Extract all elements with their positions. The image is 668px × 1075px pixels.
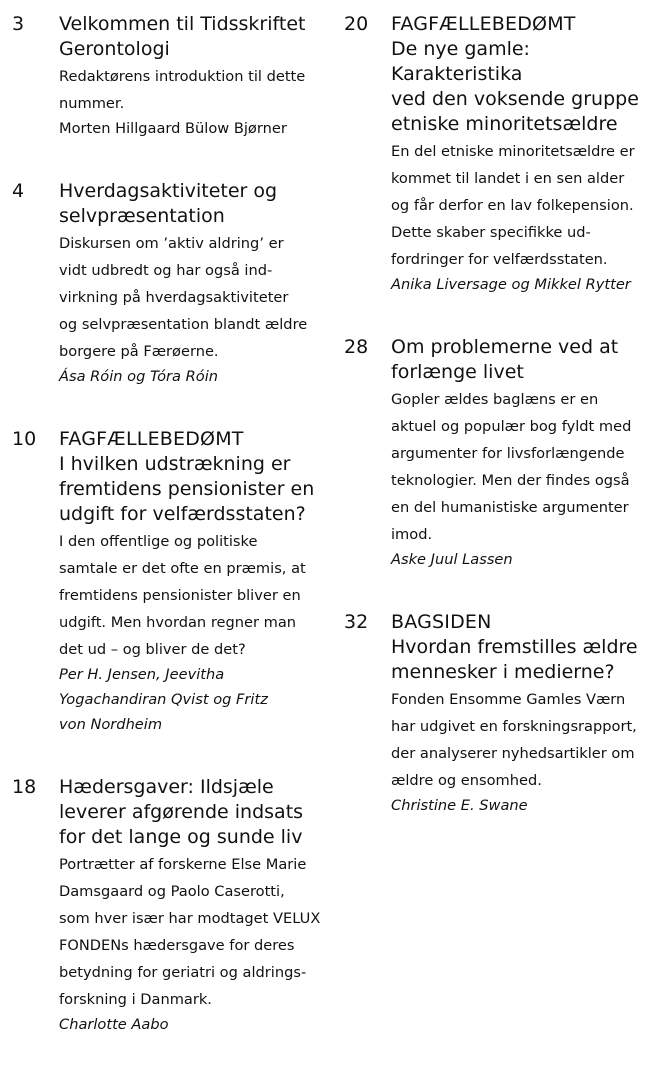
section-label: BAGSIDEN [391, 611, 492, 633]
title-line: Hvordan fremstilles ældre [391, 636, 638, 658]
page-number: 32 [344, 611, 369, 633]
description-line: forskning i Danmark. [59, 991, 212, 1008]
article-author [391, 547, 662, 572]
toc-column-right [344, 12, 662, 856]
title-line: leverer afgørende indsats [59, 801, 304, 823]
description-line: fordringer for velfærdsstaten. [391, 251, 608, 268]
description-line: kommet til landet i en sen alder [391, 170, 625, 187]
page-number: 18 [12, 776, 37, 798]
article-description [59, 852, 330, 1012]
title-line: Hverdagsaktiviteter og [59, 180, 278, 202]
description-line: samtale er det ofte en præmis, at [59, 560, 306, 577]
toc-entry [12, 12, 330, 141]
article-title [391, 335, 662, 385]
title-line: I hvilken udstrækning er [59, 453, 291, 475]
description-line: som hver især har modtaget VELUX [59, 910, 321, 927]
page-number: 3 [12, 13, 25, 35]
description-line: og selvpræsentation blandt ældre [59, 316, 308, 333]
description-line: udgift. Men hvordan regner man [59, 614, 297, 631]
description-line: Diskursen om ’aktiv aldring’ er [59, 235, 284, 252]
description-line: imod. [391, 526, 433, 543]
description-line: Fonden Ensomme Gamles Værn [391, 691, 626, 708]
description-line: FONDENs hædersgave for deres [59, 937, 295, 954]
page-number: 4 [12, 180, 25, 202]
description-line: nummer. [59, 95, 125, 112]
article-description [391, 687, 662, 793]
description-line: og får derfor en lav folkepension. [391, 197, 634, 214]
article-author [59, 1012, 330, 1037]
article-title [59, 12, 330, 62]
description-line: En del etniske minoritetsældre er [391, 143, 635, 160]
title-line: De nye gamle: Karakteristika [391, 38, 530, 85]
article-author [59, 116, 330, 141]
toc-column-left [12, 12, 330, 1075]
title-line: Om problemerne ved at [391, 336, 619, 358]
page-number: 28 [344, 336, 369, 358]
description-line: Dette skaber specifikke ud- [391, 224, 591, 241]
description-line: Damsgaard og Paolo Caserotti, [59, 883, 285, 900]
article-title [59, 452, 330, 527]
toc-entry [12, 775, 330, 1037]
title-line: fremtidens pensionister en [59, 478, 315, 500]
description-line: fremtidens pensionister bliver en [59, 587, 301, 604]
author-line: Ása Róin og Tóra Róin [59, 368, 219, 385]
author-line: Yogachandiran Qvist og Fritz [59, 691, 268, 708]
description-line: betydning for geriatri og aldrings- [59, 964, 307, 981]
description-line: der analyserer nyhedsartikler om [391, 745, 635, 762]
description-line: en del humanistiske argumenter [391, 499, 629, 516]
description-line: det ud – og bliver de det? [59, 641, 246, 658]
article-title [391, 37, 662, 137]
description-line: teknologier. Men der findes også [391, 472, 630, 489]
article-title [59, 179, 330, 229]
author-line: Anika Liversage og Mikkel Rytter [391, 276, 631, 293]
description-line: ældre og ensomhed. [391, 772, 542, 789]
author-line: Per H. Jensen, Jeevitha [59, 666, 225, 683]
title-line: mennesker i medierne? [391, 661, 615, 683]
article-description [59, 64, 330, 116]
description-line: borgere på Færøerne. [59, 343, 219, 360]
article-description [59, 231, 330, 364]
author-line: von Nordheim [59, 716, 163, 733]
article-author [391, 793, 662, 818]
author-line: Charlotte Aabo [59, 1016, 169, 1033]
description-line: har udgivet en forskningsrapport, [391, 718, 637, 735]
description-line: argumenter for livsforlængende [391, 445, 625, 462]
article-description [59, 529, 330, 662]
article-author [391, 272, 662, 297]
toc-entry [12, 427, 330, 737]
toc-entry [344, 12, 662, 297]
title-line: Gerontologi [59, 38, 170, 60]
title-line: Velkommen til Tidsskriftet [59, 13, 306, 35]
author-line: Morten Hillgaard Bülow Bjørner [59, 120, 287, 137]
toc-entry [344, 610, 662, 818]
description-line: I den offentlige og politiske [59, 533, 258, 550]
author-line: Aske Juul Lassen [391, 551, 513, 568]
title-line: etniske minoritetsældre [391, 113, 618, 135]
description-line: virkning på hverdagsaktiviteter [59, 289, 289, 306]
page-number: 10 [12, 428, 37, 450]
article-title [59, 775, 330, 850]
description-line: aktuel og populær bog fyldt med [391, 418, 632, 435]
article-author [59, 662, 330, 737]
title-line: ved den voksende gruppe [391, 88, 639, 110]
description-line: Redaktørens introduktion til dette [59, 68, 306, 85]
title-line: for det lange og sunde liv [59, 826, 303, 848]
title-line: udgift for velfærdsstaten? [59, 503, 306, 525]
toc-entry [344, 335, 662, 572]
author-line: Christine E. Swane [391, 797, 528, 814]
article-author [59, 364, 330, 389]
description-line: vidt udbredt og har også ind- [59, 262, 273, 279]
section-label: FAGFÆLLEBEDØMT [391, 13, 576, 35]
description-line: Gopler ældes baglæns er en [391, 391, 599, 408]
title-line: selvpræsentation [59, 205, 225, 227]
article-description [391, 139, 662, 272]
description-line: Portrætter af forskerne Else Marie [59, 856, 307, 873]
title-line: Hædersgaver: Ildsjæle [59, 776, 274, 798]
section-label: FAGFÆLLEBEDØMT [59, 428, 244, 450]
article-title [391, 635, 662, 685]
article-description [391, 387, 662, 547]
toc-entry [12, 179, 330, 389]
page-number: 20 [344, 13, 369, 35]
title-line: forlænge livet [391, 361, 524, 383]
